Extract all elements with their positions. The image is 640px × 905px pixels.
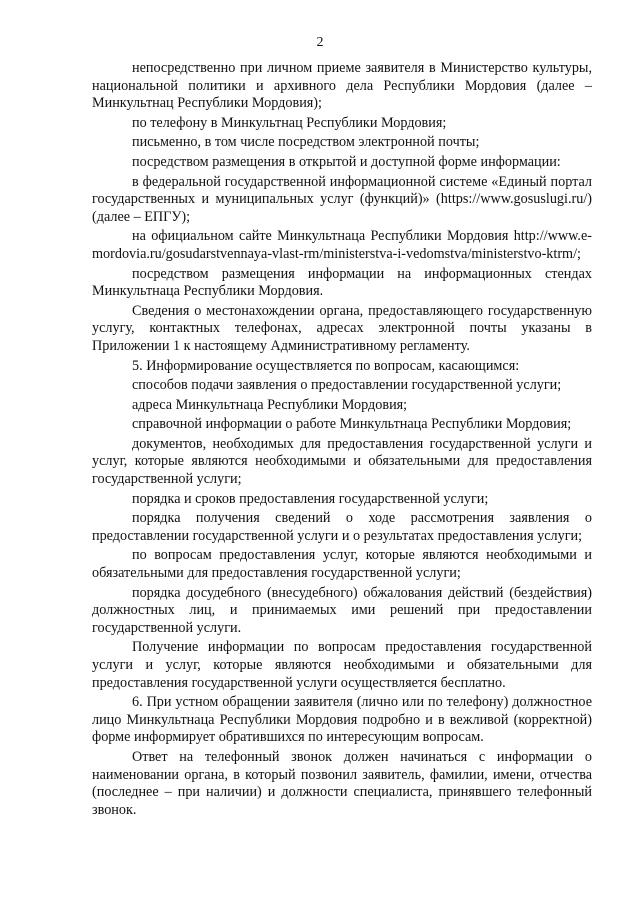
- paragraph: справочной информации о работе Минкультнаца Республики Мордовия;: [132, 416, 572, 433]
- paragraph: порядка получения сведений о ходе рассмотрения заявления о предоставлении государственной услуги и о результатах предоставления услуги;: [92, 510, 592, 544]
- paragraph: посредством размещения в открытой и доступной форме информации:: [132, 153, 561, 170]
- paragraph: по вопросам предоставления услуг, которые являются необходимыми и обязательными для предоставления государственной услуги;: [92, 547, 592, 582]
- paragraph-gosuslugi-link: в федеральной государственной информационной системе «Единый портал государственных и муниципальных услуг (функций)» (https://www.gosuslugi.ru/) (далее – ЕПГУ);: [92, 173, 592, 225]
- paragraph: посредством размещения информации на информационных стендах Минкультнаца Республики Мордовия.: [92, 265, 592, 300]
- paragraph: порядка и сроков предоставления государственной услуги;: [132, 490, 489, 507]
- paragraph-site-url: на официальном сайте Минкультнаца Республики Мордовия http://www.e-mordovia.ru/gosudarstvennaya-vlast-rm/ministerstva-i-vedomstva/ministerstvo-ktrm/;: [92, 228, 592, 262]
- paragraph: Получение информации по вопросам предоставления государственной услуги и услуг, которые являются необходимыми и обязательными для предоставления государственной услуги осуществляется бесплатно.: [92, 639, 592, 691]
- paragraph: непосредственно при личном приеме заявителя в Министерство культуры, национальной политики и архивного дела Республики Мордовия (далее – Минкультнац Республики Мордовия);: [92, 60, 592, 112]
- paragraph: способов подачи заявления о предоставлении государственной услуги;: [132, 377, 562, 394]
- document-body: [92, 60, 592, 819]
- paragraph: адреса Минкультнаца Республики Мордовия;: [132, 396, 408, 413]
- paragraph: Сведения о местонахождении органа, предоставляющего государственную услугу, контактных телефонах, адресах электронной почты указаны в Приложении 1 к настоящему Административному регламенту.: [92, 302, 592, 354]
- paragraph: письменно, в том числе посредством электронной почты;: [132, 134, 480, 151]
- paragraph: Ответ на телефонный звонок должен начинаться с информации о наименовании органа, в который позвонил заявитель, фамилии, имени, отчества (последнее – при наличии) и должности специалиста, принявшего телефонный звонок.: [92, 748, 592, 818]
- page-number: 2: [316, 35, 324, 50]
- paragraph: 5. Информирование осуществляется по вопросам, касающимся:: [132, 357, 520, 374]
- paragraph: 6. При устном обращении заявителя (лично или по телефону) должностное лицо Минкультнаца Республики Мордовия подробно и в вежливой (корректной) форме информирует обратившихся по интересующим вопросам.: [92, 694, 592, 746]
- paragraph: по телефону в Минкультнац Республики Мордовия;: [132, 114, 447, 131]
- paragraph: порядка досудебного (внесудебного) обжалования действий (бездействия) должностных лиц, и принимаемых ими решений при предоставлении государственной услуги.: [92, 584, 592, 636]
- paragraph: документов, необходимых для предоставления государственной услуги и услуг, которые являются необходимыми и обязательными для предоставления государственной услуги;: [92, 435, 592, 488]
